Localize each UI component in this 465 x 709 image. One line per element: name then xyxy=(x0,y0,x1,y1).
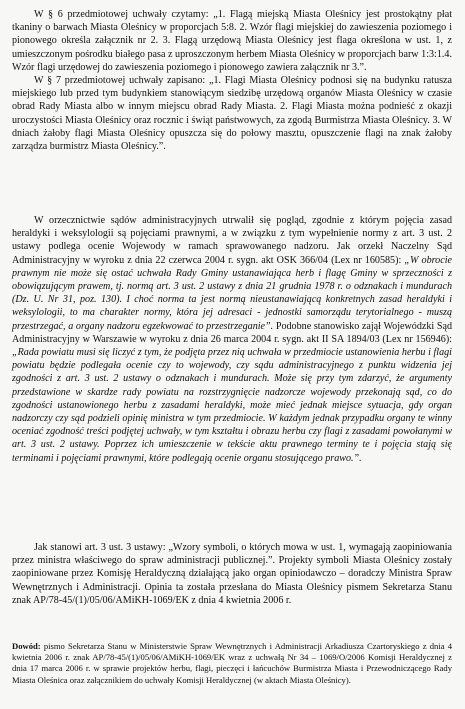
paragraph-7-quote: W § 7 przedmiotowej uchwały zapisano: „1. Flagi Miasta Oleśnicy podnosi się na budynku ratusza miejskiego lub przed tym budynkiem stanowiącym siedzibę urzędową organów Miasta Oleśnicy w czasie obrad Rady Miasta albo w innym miejscu obrad Rady Miasta. 2. Flagi Miasta można podnieść z okazji uroczystości Miasta Oleśnicy oraz rocznic i świąt państwowych, za zgodą Burmistrza Miasta Oleśnicy. 3. W dniach żałoby flagi Miasta Oleśnicy opuszcza się do połowy masztu, opuszczenie flagi na znak żałoby zarządza burmistrz Miasta Oleśnicy.”. xyxy=(12,75,452,153)
evidence-label: Dowód: xyxy=(12,641,41,651)
nsa-quote: „W obrocie prawnym nie może się ostać uchwała Rady Gminy ustanawiająca herb i flagę Gminy w sprzeczności z obowiązującym prawem, tj. normą art. 3 ust. 2 ustawy z dnia 21 grudnia 1978 r. o odznakach i mundurach (Dz. U. Nr 31, poz. 130). I choć norma ta jest normą nieustanawiającą konkretnych zasad heraldyki i weksylologii, to ma charakter normy, która jej adresaci - jednostki samorządu terytorialnego - muszą przestrzegać, a organy nadzoru egzekwować to przestrzeganie”. xyxy=(12,254,452,332)
section-opinion xyxy=(12,541,452,607)
evidence-note xyxy=(12,641,452,686)
section-case-law xyxy=(12,214,452,465)
opinion-paragraph: Jak stanowi art. 3 ust. 3 ustawy: „Wzory symboli, o których mowa w ust. 1, wymagają zaopiniowania przez ministra właściwego do spraw administracji publicznej.”. Projekty symboli Miasta Oleśnicy zostały zaopiniowane przez Komisję Heraldyczną działającą jako organ opiniodawczo – doradczy Ministra Spraw Wewnętrznych i Administracji. Opinia ta została przesłana do Miasta Oleśnicy pismem Sekretarza Stanu znak AP/78-45/(1)/05/06/AMiKH-1069/EK z dnia 4 kwietnia 2006 r. xyxy=(12,542,452,606)
case-law-intro: W orzecznictwie sądów administracyjnych utrwalił się pogląd, zgodnie z którym pojęcia zasad heraldyki i weksylologii są pojęciami prawnymi, a w związku z tym wypełnienie normy z art. 3 ust. 2 ustawy podlega ocenie Wojewody w ramach sprawowanego nadzoru. Jak orzekł Naczelny Sąd Administracyjny w wyroku z dnia 22 czerwca 2004 r. sygn. akt OSK 366/04 (Lex nr 160585): xyxy=(12,215,452,266)
case-law-paragraph xyxy=(12,214,452,465)
case-law-mid: Podobne stanowisko zajął Wojewódzki Sąd Administracyjny w Warszawie w wyroku z dnia 26 marca 2004 r. sygn. akt II SA 1894/03 (Lex nr 156946): xyxy=(12,320,453,345)
evidence-text: pismo Sekretarza Stanu w Ministerstwie Spraw Wewnętrznych i Administracji Arkadiusza Czartoryskiego z dnia 4 kwietnia 2006 r. znak AP/78-45/(1)/05/06/AMiKH-1069/EK wraz z uchwałą Nr 34 – 1069/O/2006 Komisji Heraldycznej z dnia 17 marca 2006 r. w sprawie projektów herbu, flagi, pieczęci i łańcuchów Burmistrza Miasta i Przewodniczącego Rady Miasta Oleśnica oraz załącznikiem do uchwały Komisji Heraldycznej (w aktach Miasta Oleśnicy). xyxy=(12,641,452,685)
paragraph-6-quote: W § 6 przedmiotowej uchwały czytamy: „1. Flagą miejską Miasta Oleśnicy jest prostokątny płat tkaniny o barwach Miasta Oleśnicy w proporcjach 5:8. 2. Wzór flagi miejskiej do zawieszenia poziomego i pionowego określa załącznik nr 2. 3. Flagą urzędową Miasta Oleśnicy jest flaga określona w ust. 1, z umieszczonym pośrodku białego pasa z uproszczonym herbem Miasta Oleśnicy w proporcjach barw 1:3:1.4. Wzór flagi urzędowej do zawieszenia poziomego i pionowego zawiera załącznik nr 3.”. xyxy=(12,9,452,73)
wsa-quote: „Rada powiatu musi się liczyć z tym, że podjęta przez nią uchwała w przedmiocie ustanowienia herbu i flagi powiatu będzie podlegała ocenie czy to wojewody, czy sądu administracyjnego z punktu widzenia jej zgodności z art. 3 ust. 2 ustawy o odznakach i mundurach. Może się przy tym zdarzyć, że argumenty przedstawione w skardze rady powiatu na rozstrzygnięcie nadzorcze wojewody przekonają sąd, co do zgodności ustanowionego herbu z zasadami heraldyki, może mieć jednak miejsce sytuacja, gdy organ nadzorczy czy sąd podzieli opinię ministra w tym przedmiocie. W każdym jednak przypadku organy te winny oceniać zgodność treści podjętej uchwały, w tym kształtu i obrazu herbu czy flagi z zasadami powołanymi w art. 3 ust. 2 ustawy. Poprzez ich umieszczenie w tekście aktu prawnego terminy te i pojęcia stają się terminami i pojęciami prawnymi, które podlegają ocenie organu stosującego prawo.”. xyxy=(12,347,452,464)
section-paragraphs-6-7 xyxy=(12,8,452,153)
